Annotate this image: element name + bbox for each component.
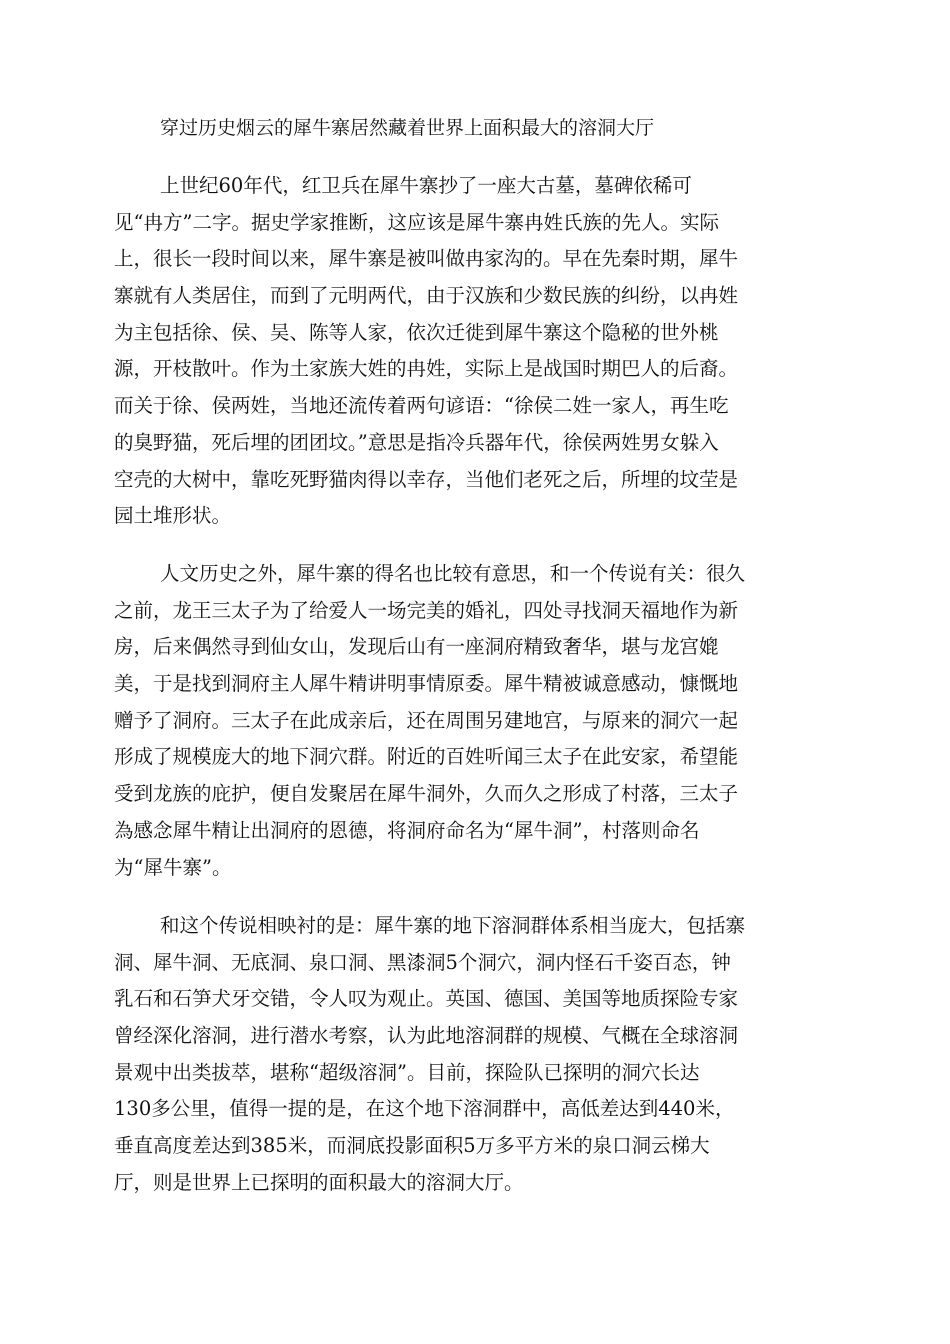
paragraph-line: 景观中出类拔萃，堪称“超级溶洞”。目前，探险队已探明的洞穴长达 [114,1060,700,1084]
paragraph-line: 乳石和石笋犬牙交错，令人叹为观止。英国、德国、美国等地质探险专家 [114,987,739,1011]
paragraph-line: 美，于是找到洞府主人犀牛精讲明事情原委。犀牛精被诚意感动，慷慨地 [114,672,739,696]
paragraph-line: 130多公里，值得一提的是，在这个地下溶洞群中，高低差达到440米， [114,1097,735,1121]
paragraph-line: 上，很长一段时间以来，犀牛寨是被叫做冉家沟的。早在先秦时期，犀牛 [114,247,739,271]
paragraph-line: 和这个传说相映衬的是：犀牛寨的地下溶洞群体系相当庞大，包括寨 [160,914,746,937]
paragraph-line: 为主包括徐、侯、吴、陈等人家，依次迁徙到犀牛寨这个隐秘的世外桃 [114,320,719,344]
paragraph-line: 之前，龙王三太子为了给爱人一场完美的婚礼，四处寻找洞天福地作为新 [114,598,739,622]
paragraph-line: 的臭野猫，死后埋的团团坟。”意思是指冷兵器年代，徐侯两姓男女躲入 [114,430,719,454]
paragraph-line: 為感念犀牛精让出洞府的恩德，将洞府命名为“犀牛洞”，村落则命名 [114,818,700,842]
paragraph-line: 垂直高度差达到385米，而洞底投影面积5万多平方米的泉口洞云梯大 [114,1134,710,1158]
paragraph-line: 源，开枝散叶。作为土家族大姓的冉姓，实际上是战国时期巴人的后裔。 [114,357,739,381]
paragraph-line: 园土堆形状。 [114,504,232,528]
paragraph-line: 形成了规模庞大的地下洞穴群。附近的百姓听闻三太子在此安家，希望能 [114,745,739,769]
paragraph-line: 见“冉方”二字。据史学家推断，这应该是犀牛寨冉姓氏族的先人。实际 [114,210,719,234]
paragraph-line: 厅，则是世界上已探明的面积最大的溶洞大厅。 [114,1170,524,1194]
paragraph-line: 上世纪60年代，红卫兵在犀牛寨抄了一座大古墓，墓碑依稀可 [160,174,692,197]
paragraph-line: 为“犀牛寨”。 [114,855,232,879]
paragraph-line: 空壳的大树中，靠吃死野猫肉得以幸存，当他们老死之后，所埋的坟茔是 [114,467,739,491]
paragraph-line: 而关于徐、侯两姓，当地还流传着两句谚语：“徐侯二姓一家人，再生吃 [114,394,729,418]
paragraph-legend [114,556,834,886]
paragraph-karst-caves [114,908,834,1202]
paragraph-line: 洞、犀牛洞、无底洞、泉口洞、黑漆洞5个洞穴，洞内怪石千姿百态，钟 [114,950,731,974]
paragraph-line: 曾经深化溶洞，进行潜水考察，认为此地溶洞群的规模、气概在全球溶洞 [114,1024,739,1048]
paragraph-line: 人文历史之外，犀牛寨的得名也比较有意思，和一个传说有关：很久 [160,562,746,585]
paragraph-line: 寨就有人类居住，而到了元明两代，由于汉族和少数民族的纠纷，以冉姓 [114,284,739,308]
paragraph-line: 房，后来偶然寻到仙女山，发现后山有一座洞府精致奢华，堪与龙宫媲 [114,635,719,659]
paragraph-line: 赠予了洞府。三太子在此成亲后，还在周围另建地宫，与原来的洞穴一起 [114,708,739,732]
paragraph-history [114,168,834,535]
article-title: 穿过历史烟云的犀牛寨居然藏着世界上面积最大的溶洞大厅 [160,117,655,139]
paragraph-line: 受到龙族的庇护，便自发聚居在犀牛洞外，久而久之形成了村落，三太子 [114,782,739,806]
